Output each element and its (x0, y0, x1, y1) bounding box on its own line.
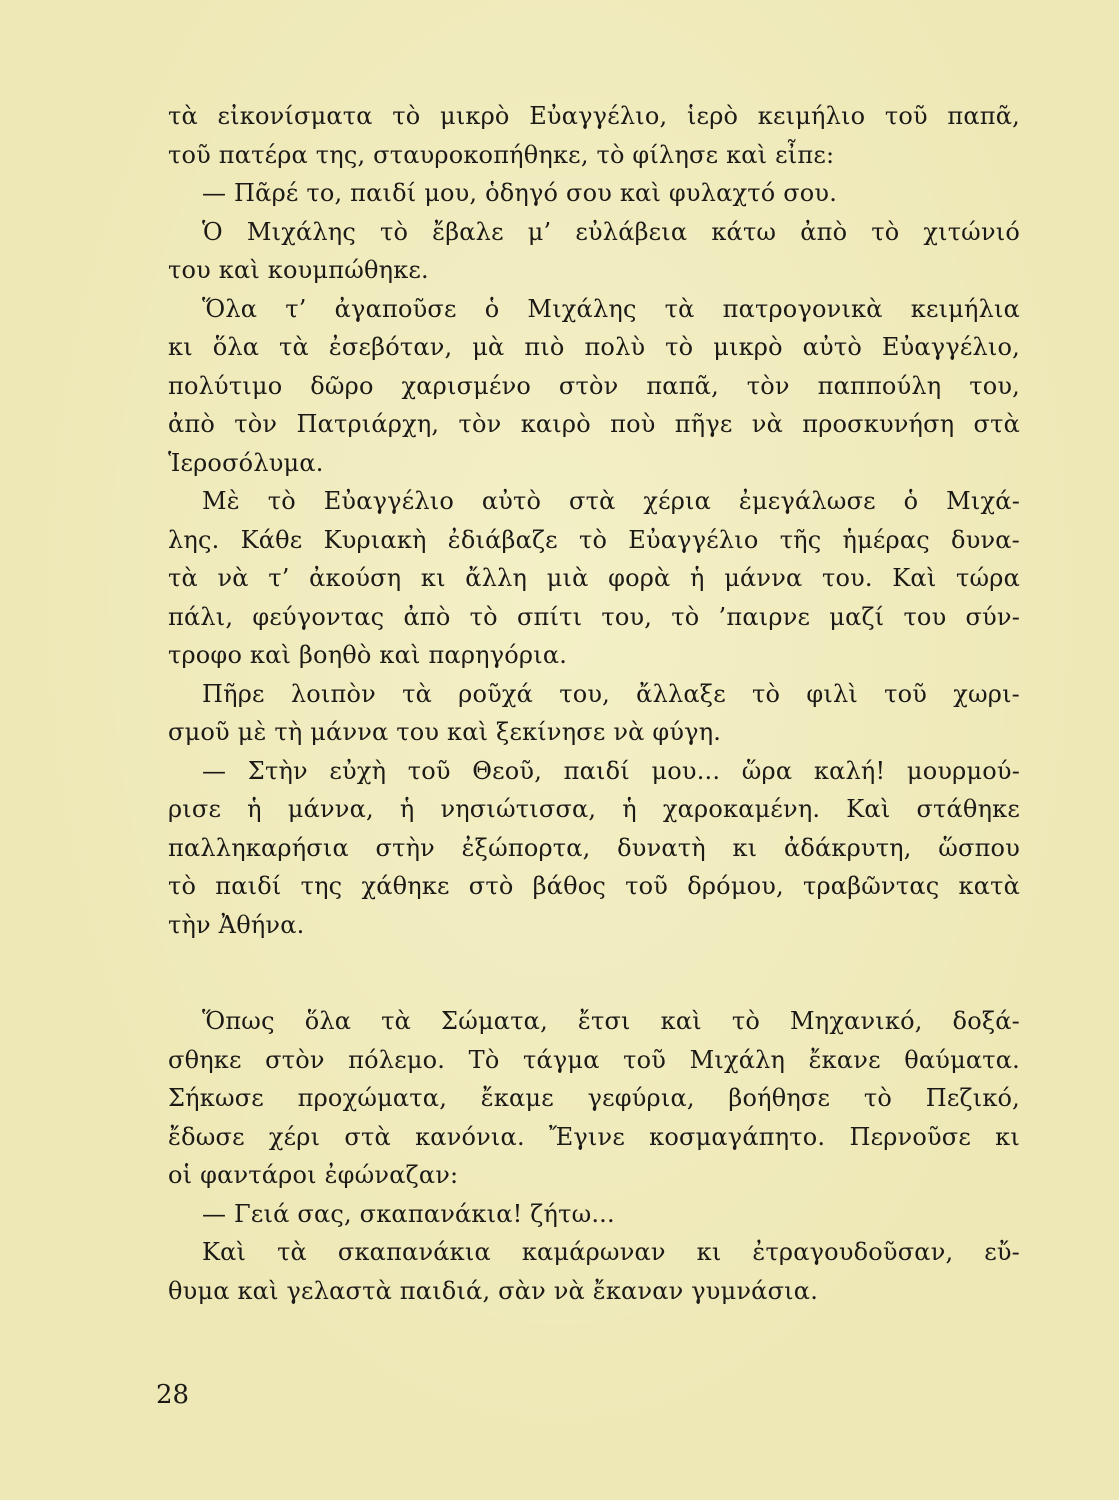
text-line: σθηκε στὸν πόλεμο. Τὸ τάγμα τοῦ Μιχάλη ἔκανε θαύματα. (168, 1045, 1020, 1074)
text-line: ἔδωσε χέρι στὰ κανόνια. Ἔγινε κοσμαγάπητο. Περνοῦσε κι (168, 1122, 1020, 1151)
section-gap (168, 944, 1020, 1002)
text-line: Καὶ τὰ σκαπανάκια καμάρωναν κι ἐτραγουδοῦσαν, εὔ- (202, 1238, 1020, 1266)
text-line: λης. Κάθε Κυριακὴ ἐδιάβαζε τὸ Εὐαγγέλιο τῆς ἡμέρας δυνα- (168, 525, 1020, 554)
text-line: Ὁ Μιχάλης τὸ ἔβαλε μ’ εὐλάβεια κάτω ἀπὸ τὸ χιτώνιό (202, 217, 1020, 246)
paragraph (168, 482, 1020, 675)
text-line: οἱ φαντάροι ἐφώναζαν: (168, 1161, 459, 1189)
paragraph (168, 97, 1020, 174)
text-line: πολύτιμο δῶρο χαρισμένο στὸν παπᾶ, τὸν παππούλη του, (168, 371, 1020, 400)
paragraph (168, 290, 1020, 483)
paragraph (168, 752, 1020, 945)
text-line: ἀπὸ τὸν Πατριάρχη, τὸν καιρὸ ποὺ πῆγε νὰ προσκυνήση στὰ (168, 410, 1020, 438)
page-number: 28 (156, 1380, 190, 1410)
text-line: θυμα καὶ γελαστὰ παιδιά, σὰν νὰ ἔκαναν γυμνάσια. (168, 1276, 819, 1305)
text-line: κι ὅλα τὰ ἐσεβόταν, μὰ πιὸ πολὺ τὸ μικρὸ αὐτὸ Εὐαγγέλιο, (168, 333, 1020, 361)
paragraph (168, 675, 1020, 752)
text-line: τοῦ πατέρα της, σταυροκοπήθηκε, τὸ φίλησε καὶ εἶπε: (168, 140, 835, 169)
body-text (168, 97, 1020, 1310)
text-line: τὴν Ἀθήνα. (168, 910, 305, 939)
text-line: — Πᾶρέ το, παιδί μου, ὁδηγό σου καὶ φυλαχτό σου. (202, 179, 838, 207)
paragraph (168, 174, 1020, 213)
text-line: Μὲ τὸ Εὐαγγέλιο αὐτὸ στὰ χέρια ἐμεγάλωσε ὁ Μιχά- (202, 487, 1020, 515)
text-line: τροφο καὶ βοηθὸ καὶ παρηγόρια. (168, 641, 568, 669)
text-line: τὰ εἰκονίσματα τὸ μικρὸ Εὐαγγέλιο, ἱερὸ κειμήλιο τοῦ παπᾶ, (168, 102, 1020, 130)
paragraph (168, 1195, 1020, 1234)
text-line: — Γειά σας, σκαπανάκια! ζήτω... (202, 1199, 615, 1228)
text-line: σμοῦ μὲ τὴ μάννα του καὶ ξεκίνησε νὰ φύγη. (168, 718, 722, 746)
text-line: παλληκαρήσια στὴν ἐξώπορτα, δυνατὴ κι ἀδάκρυτη, ὥσπου (168, 833, 1020, 862)
text-line: — Στὴν εὐχὴ τοῦ Θεοῦ, παιδί μου... ὥρα καλή! μουρμού- (202, 756, 1020, 785)
text-line: του καὶ κουμπώθηκε. (168, 256, 429, 284)
text-line: τὸ παιδί της χάθηκε στὸ βάθος τοῦ δρόμου, τραβῶντας κατὰ (168, 872, 1020, 900)
paragraph (168, 213, 1020, 290)
text-line: ρισε ἡ μάννα, ἡ νησιώτισσα, ἡ χαροκαμένη. Καὶ στάθηκε (168, 795, 1020, 823)
paragraph (168, 1002, 1020, 1195)
text-line: Ὅλα τ’ ἀγαποῦσε ὁ Μιχάλης τὰ πατρογονικὰ κειμήλια (202, 294, 1020, 323)
text-line: Σήκωσε προχώματα, ἔκαμε γεφύρια, βοήθησε τὸ Πεζικό, (168, 1084, 1020, 1112)
text-line: πάλι, φεύγοντας ἀπὸ τὸ σπίτι του, τὸ ’παιρνε μαζί του σύν- (168, 602, 1020, 631)
text-line: Ὅπως ὅλα τὰ Σώματα, ἔτσι καὶ τὸ Μηχανικό, δοξά- (202, 1007, 1020, 1035)
text-line: Ἱεροσόλυμα. (168, 448, 324, 477)
paragraph (168, 1233, 1020, 1310)
text-line: Πῆρε λοιπὸν τὰ ροῦχά του, ἄλλαξε τὸ φιλὶ τοῦ χωρι- (202, 679, 1020, 708)
text-line: τὰ νὰ τ’ ἀκούση κι ἄλλη μιὰ φορὰ ἡ μάννα του. Καὶ τώρα (168, 564, 1020, 592)
